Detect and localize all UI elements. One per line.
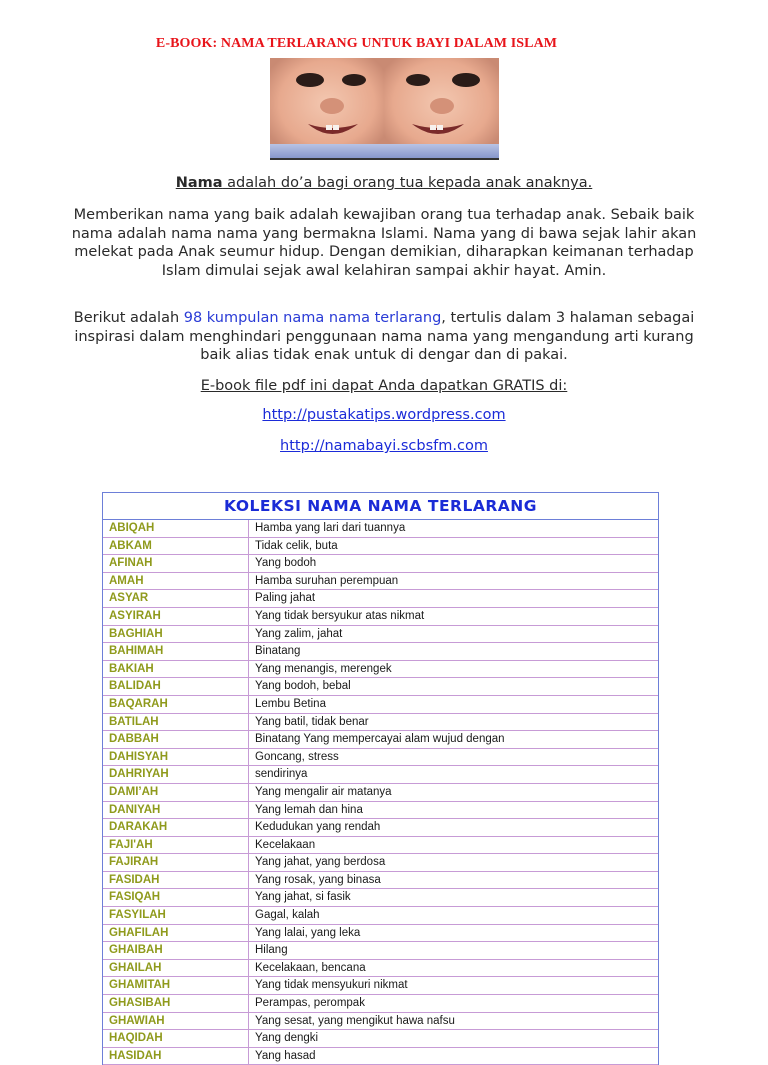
table-row [103,872,658,890]
meaning-cell: Yang jahat, yang berdosa [255,856,386,869]
name-cell: ABKAM [103,538,249,555]
paragraph-3-before: Berikut adalah [73,310,184,326]
meaning-cell: Lembu Betina [255,697,326,710]
meaning-cell: Hamba yang lari dari tuannya [255,522,406,534]
paragraph-2: Memberikan nama yang baik adalah kewajiban orang tua terhadap anak. Sebaik baik nama adalah nama nama yang bermakna Islami. Nama yang di bawa sejak lahir akan melekat pada Anak seumur hidup. Dengan demikian, diharapkan keimanan terhadap Islam dimulai sejak awal kelahiran sampai akhir hayat. Amin. [71,207,697,279]
meaning-cell: Yang hasad [255,1049,316,1062]
name-cell: ASYAR [103,590,249,607]
link-row-2 [60,437,708,456]
table-row [103,538,658,556]
meaning-cell: Binatang Yang mempercayai alam wujud dengan [255,733,505,746]
name-cell: AFINAH [103,555,249,572]
name-cell: FASYILAH [103,907,249,924]
meaning-cell: Yang zalim, jahat [255,627,343,640]
meaning-cell: Yang batil, tidak benar [255,715,369,728]
table-header: KOLEKSI NAMA NAMA TERLARANG [103,493,658,520]
meaning-cell: Kecelakaan [255,838,316,851]
meaning-cell: Yang bodoh, bebal [255,680,351,693]
meaning-cell: Yang rosak, yang binasa [255,873,381,886]
baby-photo [270,58,499,160]
name-cell: ASYIRAH [103,608,249,625]
table-row [103,590,658,608]
table-row [103,977,658,995]
meaning-cell: Yang tidak bersyukur atas nikmat [255,609,425,622]
meaning-cell: Yang lalai, yang leka [255,926,361,939]
meaning-cell: Hilang [255,944,288,957]
table-row [103,802,658,820]
name-cell: BAQARAH [103,696,249,713]
table-row [103,925,658,943]
name-cell: FAJI'AH [103,837,249,854]
meaning-cell: Yang lemah dan hina [255,803,363,816]
table-row [103,731,658,749]
table-row [103,1030,658,1048]
table-row [103,696,658,714]
name-cell: GHASIBAH [103,995,249,1012]
meaning-cell: Hamba suruhan perempuan [255,574,399,587]
meaning-cell: Yang menangis, merengek [255,662,392,675]
name-cell: BATILAH [103,714,249,731]
name-cell: FASIDAH [103,872,249,889]
name-cell: DAHISYAH [103,749,249,766]
table-row [103,555,658,573]
table-row [103,608,658,626]
table-row [103,626,658,644]
ebook-line [60,377,708,396]
name-cell: ABIQAH [103,520,249,537]
name-cell: DAMI’AH [103,784,249,801]
table-row [103,784,658,802]
name-cell: HASIDAH [103,1048,249,1065]
name-cell: GHAIBAH [103,942,249,959]
name-cell: FASIQAH [103,889,249,906]
table-row [103,1013,658,1031]
name-cell: GHAILAH [103,960,249,977]
table-row [103,819,658,837]
name-cell: GHAMITAH [103,977,249,994]
table-row [103,714,658,732]
meaning-cell: Tidak celik, buta [255,539,338,552]
name-cell: GHAFILAH [103,925,249,942]
name-cell: DABBAH [103,731,249,748]
table-row [103,643,658,661]
name-cell: BAGHIAH [103,626,249,643]
intro-bold-word: Nama [175,175,223,191]
names-table [102,492,659,1065]
paragraph-3 [60,309,708,365]
meaning-cell: sendirinya [255,768,308,781]
name-cell: GHAWIAH [103,1013,249,1030]
table-row [103,661,658,679]
table-row [103,995,658,1013]
paragraph-3-after: , tertulis dalam 3 halaman sebagai inspirasi dalam menghindari penggunaan nama nama yang mengandung arti kurang baik alias tidak enak untuk di dengar dan di pakai. [74,310,695,363]
table-row [103,749,658,767]
meaning-cell: Perampas, perompak [255,997,365,1010]
link-namabayi[interactable]: http://namabayi.scbsfm.com [280,438,488,454]
table-row [103,678,658,696]
meaning-cell: Kecelakaan, bencana [255,961,366,974]
table-row [103,520,658,538]
meaning-cell: Goncang, stress [255,750,339,763]
table-row [103,573,658,591]
name-cell: DARAKAH [103,819,249,836]
meaning-cell: Gagal, kalah [255,909,320,922]
table-row [103,837,658,855]
name-cell: HAQIDAH [103,1030,249,1047]
meaning-cell: Paling jahat [255,592,316,605]
name-cell: FAJIRAH [103,854,249,871]
meaning-cell: Yang dengki [255,1032,319,1045]
meaning-cell: Yang jahat, si fasik [255,891,351,904]
table-row [103,960,658,978]
name-cell: BALIDAH [103,678,249,695]
meaning-cell: Yang mengalir air matanya [255,785,392,798]
table-row [103,907,658,925]
document-title: E-BOOK: NAMA TERLARANG UNTUK BAYI DALAM ISLAM [155,36,558,51]
meaning-cell: Kedudukan yang rendah [255,821,381,834]
name-cell: DANIYAH [103,802,249,819]
meaning-cell: Yang sesat, yang mengikut hawa nafsu [255,1014,455,1027]
meaning-cell: Binatang [255,645,301,658]
table-row [103,1048,658,1065]
name-cell: BAKIAH [103,661,249,678]
table-row [103,889,658,907]
meaning-cell: Yang bodoh [255,557,317,570]
ebook-line-text: E-book file pdf ini dapat Anda dapatkan GRATIS di: [200,378,568,394]
meaning-cell: Yang tidak mensyukuri nikmat [255,979,408,992]
paragraph-3-highlight: 98 kumpulan nama nama terlarang [183,310,442,326]
table-row [103,942,658,960]
name-cell: BAHIMAH [103,643,249,660]
table-row [103,854,658,872]
intro-line [60,174,708,193]
intro-rest: adalah do’a bagi orang tua kepada anak anaknya. [222,175,593,191]
table-row [103,766,658,784]
name-cell: AMAH [103,573,249,590]
link-row-1 [60,406,708,425]
link-pustakatips[interactable]: http://pustakatips.wordpress.com [262,407,506,423]
table-body [103,520,658,1065]
name-cell: DAHRIYAH [103,766,249,783]
